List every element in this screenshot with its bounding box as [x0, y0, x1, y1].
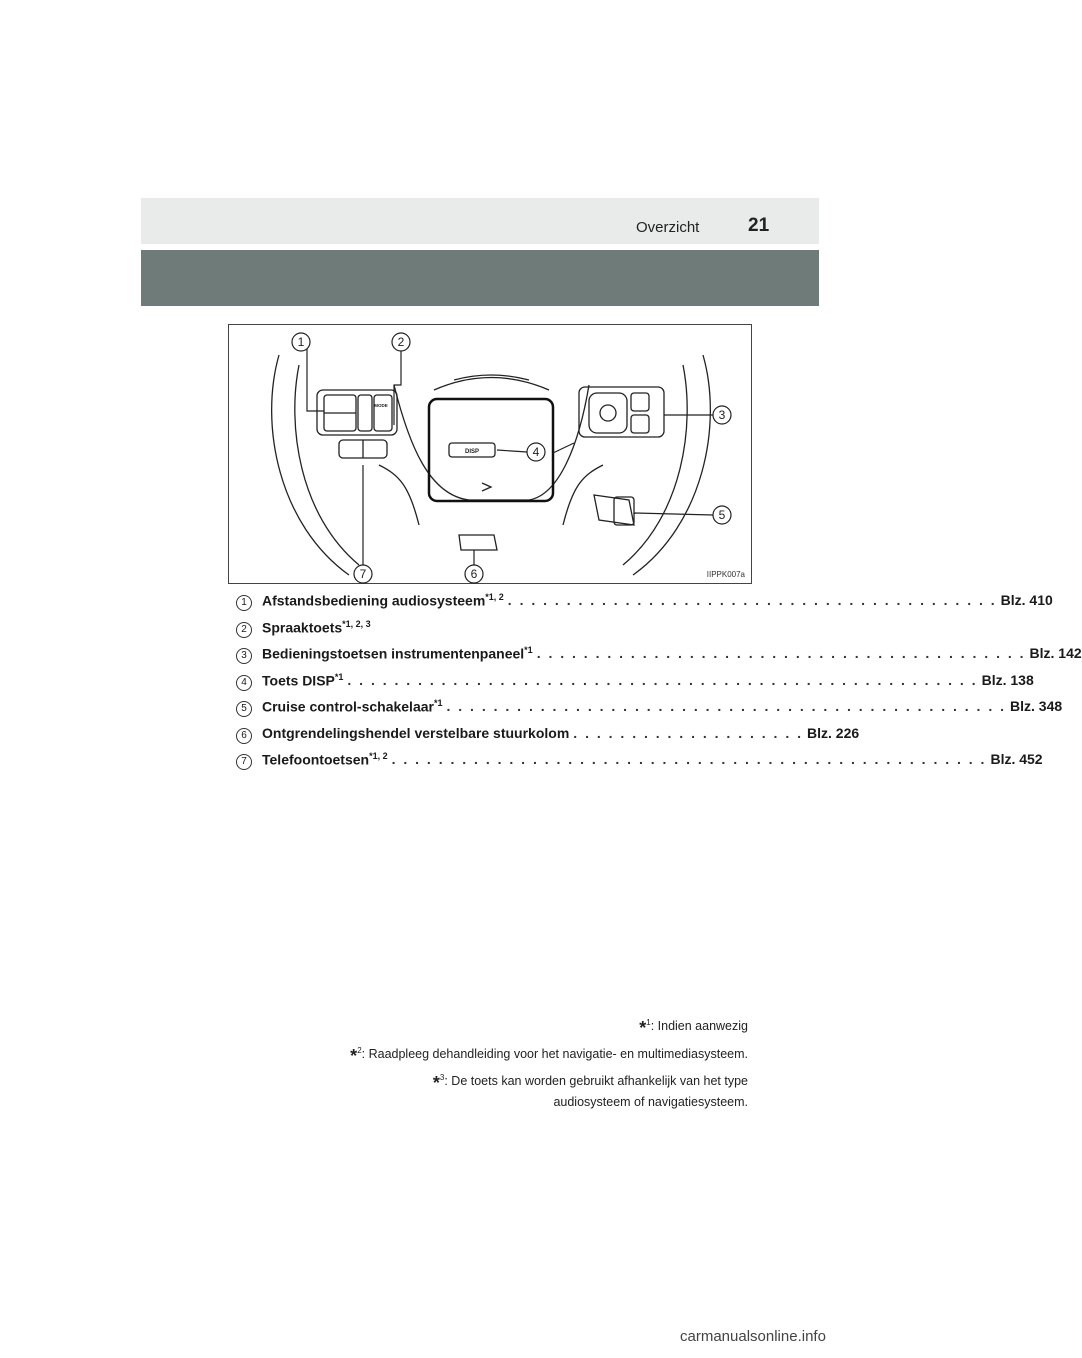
leader-dots: . . . . . . . . . . . . . . . . . . . . . . . . . . . . . . . . . . . . . . . . . . . . . . . .: [446, 698, 1007, 714]
leader-dots: . . . . . . . . . . . . . . . . . . . . . . . . . . . . . . . . . . . . . . . . . . . . . . . . . . . . . .: [347, 671, 978, 688]
footnotes: [350, 1017, 748, 1115]
item-number: 7: [236, 754, 252, 770]
page-ref[interactable]: Blz. 410: [1000, 592, 1053, 608]
watermark: carmanualsonline.info: [680, 1328, 826, 1345]
item-list: [236, 592, 1082, 778]
footnote-3: *$^3$: De toets kan worden gebruikt afhankelijk van het type audiosysteem of navigatiesysteem.: [432, 1072, 748, 1109]
page-ref[interactable]: Blz. 452: [990, 751, 1043, 767]
item-label: Spraaktoets$^{*1, 2, 3}$: [262, 618, 371, 636]
item-number: 3: [236, 648, 252, 664]
disp-button-label: DISP: [464, 449, 480, 455]
callout-2: 2: [397, 335, 405, 349]
footnote-1: *$^1$: Indien aanwezig: [639, 1017, 748, 1038]
item-label: Cruise control-schakelaar$^{*1}$: [262, 698, 443, 715]
figure-code: IIPPK007a: [706, 570, 745, 579]
list-item: [236, 671, 1034, 699]
item-number: 5: [236, 701, 252, 717]
callout-7: 7: [359, 567, 367, 581]
list-item: [236, 619, 726, 646]
callout-1: 1: [297, 335, 305, 349]
page-number: 21: [748, 215, 770, 236]
page-ref[interactable]: Blz. 348: [1010, 698, 1063, 714]
callout-4: 4: [532, 445, 540, 459]
item-label: Afstandsbediening audiosysteem$^{*1, 2}$: [262, 592, 504, 609]
page-ref[interactable]: Blz. 138: [981, 671, 1034, 688]
header-band: [141, 250, 819, 306]
list-item: [236, 698, 1063, 725]
callout-5: 5: [718, 508, 726, 522]
page-ref[interactable]: Blz. 142: [1029, 645, 1082, 661]
steering-wheel-illustration: [228, 324, 752, 584]
leader-dots: . . . . . . . . . . . . . . . . . . . . . . . . . . . . . . . . . . . . . . . . . . . . . . . . . . .: [391, 751, 987, 767]
item-label: Toets DISP$^{*1}$: [262, 671, 344, 689]
section-title: Overzicht: [636, 219, 700, 236]
leader-dots: . . . . . . . . . . . . . . . . . . . . . . . . . . . . . . . . . . . . . . . . . .: [507, 592, 997, 608]
page-ref[interactable]: Blz. 226: [807, 724, 860, 741]
item-number: 6: [236, 728, 252, 744]
item-number: 4: [236, 675, 252, 691]
item-label: Telefoontoetsen$^{*1, 2}$: [262, 751, 388, 768]
item-number: 2: [236, 622, 252, 638]
callout-3: 3: [718, 408, 726, 422]
callout-6: 6: [470, 567, 478, 581]
mode-button-label: MODE: [374, 403, 388, 408]
leader-dots: . . . . . . . . . . . . . . . . . . . .: [573, 724, 803, 741]
list-item: [236, 645, 1082, 672]
footnote-2: *$^2$: Raadpleeg dehandleiding voor het navigatie- en multimediasysteem.: [350, 1045, 748, 1066]
item-number: 1: [236, 595, 252, 611]
item-label: Bedieningstoetsen instrumentenpaneel$^{*1}$: [262, 645, 533, 662]
header-bar: [141, 198, 819, 244]
list-item: [236, 724, 860, 752]
list-item: [236, 592, 1053, 619]
item-label: Ontgrendelingshendel verstelbare stuurkolom: [262, 724, 570, 741]
leader-dots: . . . . . . . . . . . . . . . . . . . . . . . . . . . . . . . . . . . . . . . . . .: [536, 645, 1026, 661]
list-item: [236, 751, 1043, 778]
